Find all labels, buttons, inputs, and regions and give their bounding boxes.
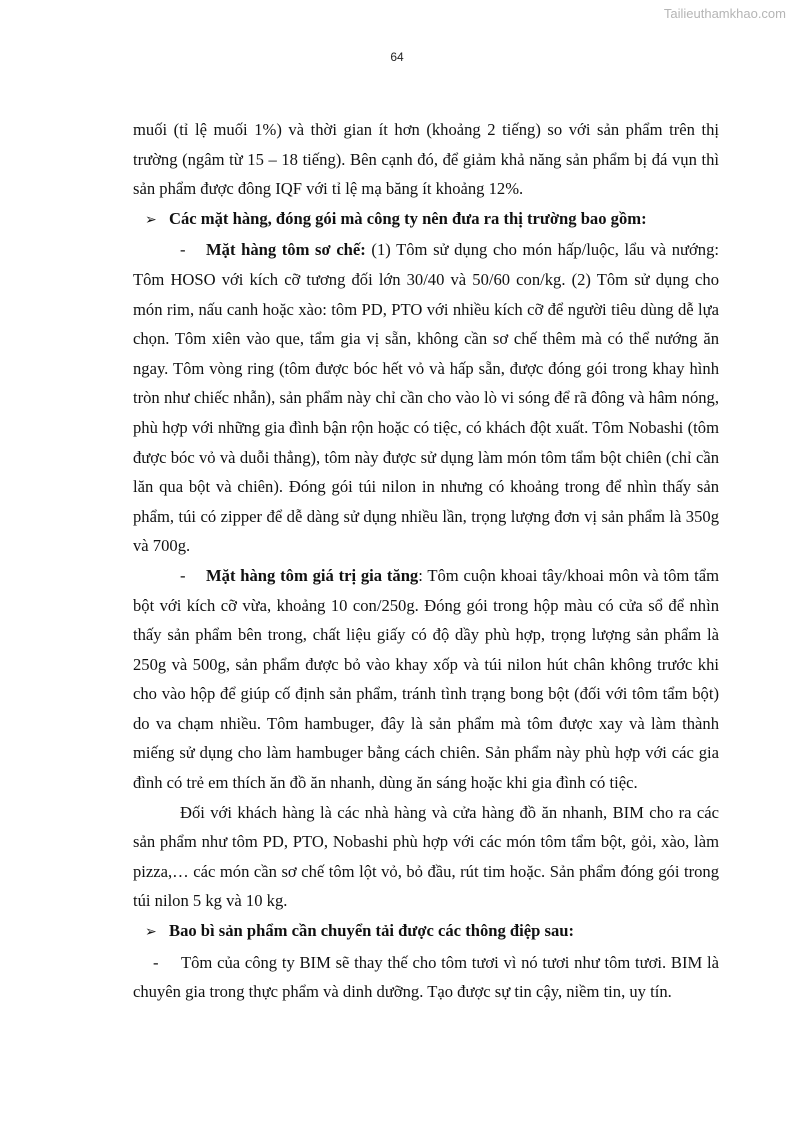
item-text-packaging-message: Tôm của công ty BIM sẽ thay thế cho tôm tươi vì nó tươi như tôm tươi. BIM là chuyên gia trong thực phẩm và dinh dưỡng. Tạo được sự tin cậy, niềm tin, uy tín. — [133, 952, 719, 1002]
page-number: 64 — [390, 50, 404, 64]
paragraph-restaurants: Đối với khách hàng là các nhà hàng và cửa hàng đồ ăn nhanh, BIM cho ra các sản phẩm như tôm PD, PTO, Nobashi phù hợp với các món tôm tẩm bột, gỏi, xào, làm pizza,… các món cần sơ chế tôm lột vỏ, bỏ đầu, rút tim hoặc. Sản phẩm đóng gói trong túi nilon 5 kg và 10 kg. — [133, 802, 719, 911]
arrow-bullet-icon: ➢ — [145, 924, 157, 941]
document-body — [133, 115, 719, 1007]
item-label-value-added-shrimp: Mặt hàng tôm giá trị gia tăng — [206, 565, 419, 585]
list-item-value-added-shrimp — [133, 561, 719, 798]
list-item-packaging-message — [133, 948, 719, 1007]
list-item-processed-shrimp — [133, 235, 719, 561]
dash-bullet: - — [180, 240, 186, 260]
heading-product-lines-text: Các mặt hàng, đóng gói mà công ty nên đưa ra thị trường bao gồm: — [169, 208, 647, 228]
dash-bullet: - — [153, 952, 159, 972]
watermark: Tailieuthamkhao.com — [663, 6, 786, 21]
item-text-value-added-shrimp: : Tôm cuộn khoai tây/khoai môn và tôm tẩm bột với kích cỡ vừa, khoảng 10 con/250g. Đóng gói trong hộp màu có cửa sổ để nhìn thấy sản phẩm bên trong, chất liệu giấy có độ dầy phù hợp, trọng lượng sản phẩm là 250g và 500g, sản phẩm được bỏ vào khay xốp và túi nilon hút chân không trước khi cho vào hộp để giúp cố định sản phẩm, tránh tình trạng bong bột (đối với tôm tẩm bột) do va chạm nhiều. Tôm hambuger, đây là sản phẩm mà tôm được xay và làm thành miếng sử dụng cho làm hambuger bằng cách chiên. Sản phẩm này phù hợp với các gia đình có trẻ em thích ăn đồ ăn nhanh, dùng ăn sáng hoặc khi gia đình có tiệc. — [133, 565, 719, 793]
dash-bullet: - — [180, 565, 186, 585]
item-text-processed-shrimp: (1) Tôm sử dụng cho món hấp/luộc, lẩu và nướng: Tôm HOSO với kích cỡ tương đối lớn 30/40 và 50/60 con/kg. (2) Tôm sử dụng cho món rim, nấu canh hoặc xào: tôm PD, PTO với nhiều kích cỡ để người tiêu dùng dễ lựa chọn. Tôm xiên vào que, tẩm gia vị sẵn, không cần sơ chế thêm mà có thể nướng ăn ngay. Tôm vòng ring (tôm được bóc hết vỏ và hấp sẵn, được đóng gói trong khay hình tròn như chiếc nhẫn), sản phẩm này chỉ cần cho vào lò vi sóng để rã đông và hâm nóng, phù hợp với những gia đình bận rộn hoặc có tiệc, có khách đột xuất. Tôm Nobashi (tôm được bóc vỏ và duỗi thẳng), tôm này được sử dụng làm món tôm tẩm bột chiên (chỉ cần lăn qua bột và chiên). Đóng gói túi nilon in nhưng có khoảng trong để nhìn thấy sản phẩm, túi có zipper để dễ dàng sử dụng nhiều lần, trọng lượng đơn vị sản phẩm là 350g và 700g. — [133, 240, 720, 556]
arrow-bullet-icon: ➢ — [145, 211, 157, 228]
heading-packaging-messages — [145, 916, 719, 948]
heading-packaging-messages-text: Bao bì sản phẩm cần chuyển tải được các thông điệp sau: — [169, 921, 575, 941]
heading-product-lines — [145, 204, 719, 236]
paragraph-intro: muối (tỉ lệ muối 1%) và thời gian ít hơn (khoảng 2 tiếng) so với sản phẩm trên thị trường (ngâm từ 15 – 18 tiếng). Bên cạnh đó, để giảm khả năng sản phẩm bị đá vụn thì sản phẩm được đông IQF với tỉ lệ mạ băng ít khoảng 12%. — [133, 120, 719, 199]
item-label-processed-shrimp: Mặt hàng tôm sơ chế: — [206, 240, 366, 260]
